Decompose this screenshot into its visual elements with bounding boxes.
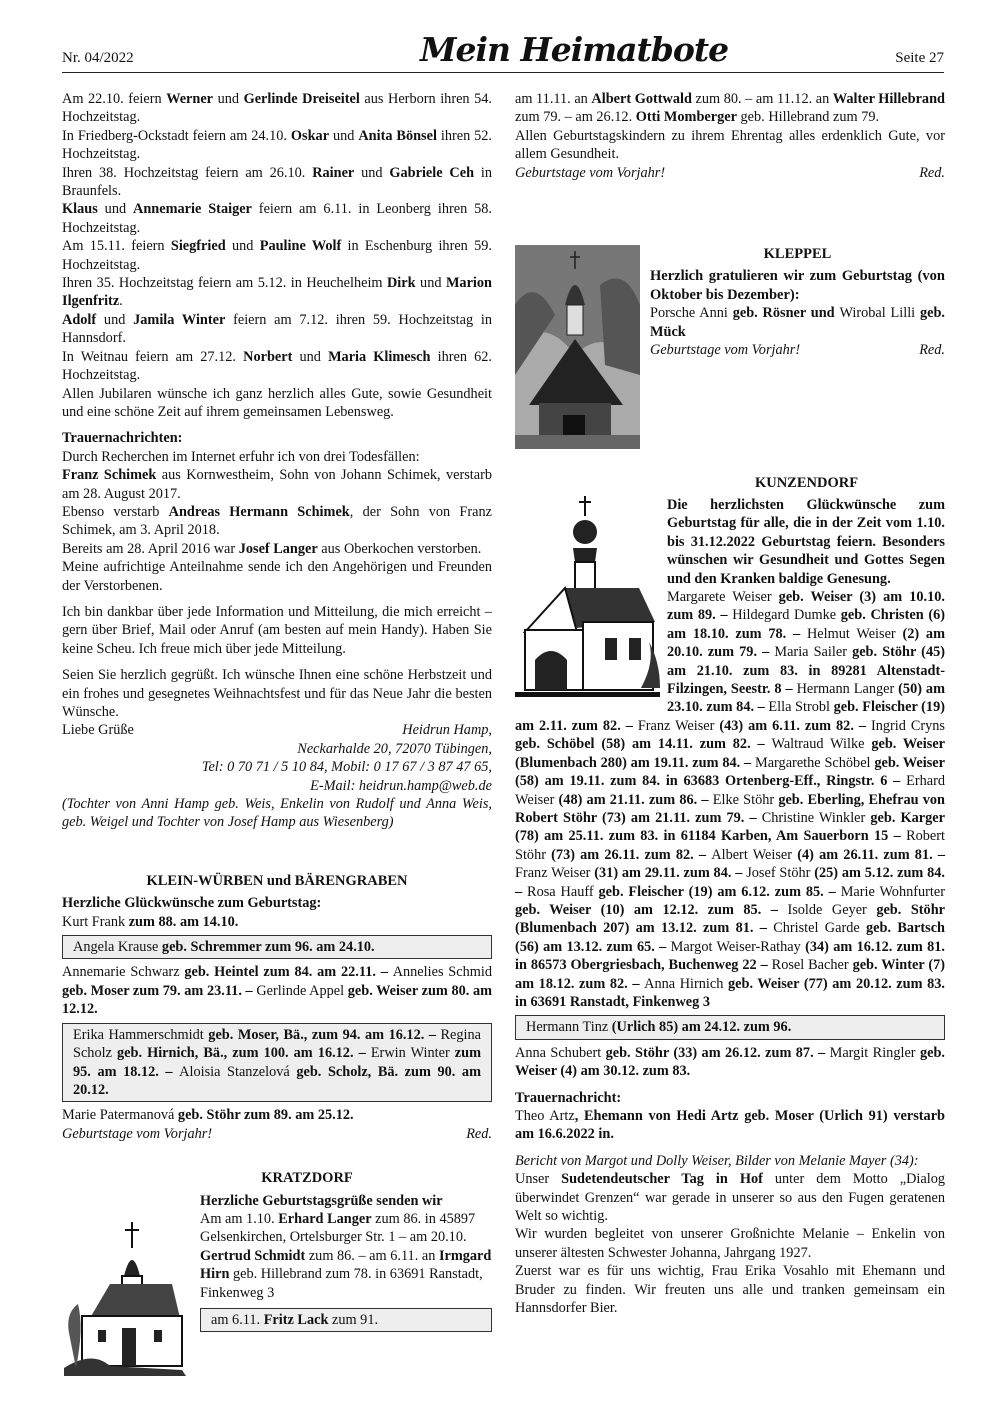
kleppel-church-photo [515,245,640,449]
person-name: geb. Weiser (58) am 19.11. zum 84. in 63683 Ortenberg-Eff., Ringstr. 6 – [515,754,945,790]
person-name: Marion Ilgenfritz [62,275,492,310]
person-name: Pauline Wolf [259,238,342,255]
signature-address: Neckarhalde 20, 72070 Tübingen, [297,740,492,757]
person-name: (31) am 29.11. zum 84. – [590,865,747,882]
person-name: geb. Rösner und [727,305,840,322]
person-name: geb. Schöbel (58) am 14.11. zum 82. – [515,736,772,753]
person-name: Gerlinde Dreiseitel [243,91,360,107]
person-name: geb. Stöhr (45) am 21.10. zum 83. in 89281 Altenstadt-Filzingen, Seestr. 8 – [667,644,946,698]
page-number: Seite 27 [895,50,944,66]
kleppel-section [650,245,945,359]
person-name: Otti Momberger [635,109,737,126]
top-text: am 11.11. an Albert Gottwald zum 80. – am 11.12. an Walter Hillebrand zum 79. – am 26.12. Otti Momberger geb. Hillebrand zum 79. [515,91,945,126]
liebe-gruesse: Liebe Grüße [62,722,134,739]
bericht-2: Wir wurden begleitet von unserer Großnichte Melanie – Enkelin von unserer ältesten Schwester Johanna, Jahrgang 1927. [515,1226,945,1261]
person-name: Walter Hillebrand [832,91,945,107]
anniv-item: Ihren 35. Hochzeitstag feiern am 5.12. in Heuchelheim Dirk und Marion Ilgenfritz. [62,275,492,310]
issue-number: Nr. 04/2022 [62,50,134,66]
person-name: Irmgard Hirn [200,1247,492,1283]
person-name: Franz Schimek [62,467,157,484]
person-name: Siegfried [170,238,226,255]
kr-intro: Herzliche Geburtstagsgrüße senden wir [200,1192,443,1209]
person-name: (Urlich 85) am 24.12. zum 96. [608,1019,792,1036]
kw-intro: Herzliche Glückwünsche zum Geburtstag: [62,895,322,912]
kw-box-entry: Erika Hammerschmidt geb. Moser, Bä., zum 94. am 16.12. – Regina Scholz geb. Hirnich, Bä., zum 100. am 16.12. – Erwin Winter zum 95. am 18.12. – Aloisia Stanzelová geb. Scholz, Bä. zum 90. am 20.12. [73,1026,481,1098]
section-title-kratzdorf: KRATZDORF [261,1170,353,1187]
person-name: (73) am 26.11. zum 82. – [545,846,712,863]
person-name: Oskar [290,127,330,144]
ku-list: Margarete Weiser geb. Weiser (3) am 10.10. zum 89. – Hildegard Dumke geb. Christen (6) am 18.10. zum 78. – Helmut Weiser (2) am 20.10. zum 79. – Maria Sailer geb. Stöhr (45) am 21.10. zum 83. in 89281 Altenstadt-Filzingen, Seestr. 8 – Hermann Langer (50) am 23.10. zum 84. – Ella Strobl geb. Fleischer (19) am 2.11. zum 82. – Franz Weiser (43) am 6.11. zum 82. – Ingrid Cryns geb. Schöbel (58) am 14.11. zum 82. – Waltraud Wilke geb. Weiser (Blumenbach 280) am 19.11. zum 84. – Margarethe Schöbel geb. Weiser (58) am 19.11. zum 84. in 63683 Ortenberg-Eff., Ringstr. 6 – Erhard Weiser (48) am 21.11. zum 86. – Elke Stöhr geb. Eberling, Ehefrau von Robert Stöhr (73) am 21.11. zum 79. – Christine Winkler geb. Karger (78) am 25.11. zum 83. in 61184 Karben, Am Sauerborn 15 – Robert Stöhr (73) am 26.11. zum 82. – Albert Weiser (4) am 26.11. zum 81. – Franz Weiser (31) am 29.11. zum 84. – Josef Stöhr (25) am 5.12. zum 84. – Rosa Hauff geb. Fleischer (19) am 6.12. zum 85. – Marie Wohnfurter geb. Weiser (10) am 12.12. zum 85. – Isolde Geyer geb. Stöhr (Blumenbach 207) am 13.12. zum 81. – Christel Garde geb. Bartsch (56) am 13.12. zum 65. – Margot Weiser-Rathay (34) am 16.12. zum 81. in 86573 Obergriesbach, Buchenweg 22 – Rosel Bacher geb. Winter (7) am 18.12. zum 82. – Anna Hirnich geb. Weiser (77) am 20.12. zum 83. in 63691 Ranstadt, Finkenweg 3 [515,589,946,1010]
top-wish: Allen Geburtstagskindern zu ihrem Ehrentag alles erdenklich Gute, vor allem Gesundheit. [515,127,945,163]
signature-phone: Tel: 0 70 71 / 5 10 84, Mobil: 0 17 67 / 3 87 47 65, [201,759,492,776]
person-name: (4) am 26.11. zum 81. – [792,846,945,863]
kw-entry: Kurt Frank zum 88. am 14.10. [62,913,239,930]
person-name: geb. Heintel zum 84. am 22.11. – [179,964,393,981]
bericht-3: Zuerst war es für uns wichtig, Frau Erika Vosahlo mit Ehemann und Bruder zu finden. Wir freuten uns alle und tranken gemeinsam ein Hannsdorfer Bier. [515,1263,945,1317]
person-name: geb. Bartsch (56) am 13.12. zum 65. – [515,920,946,955]
person-name: Gabriele Ceh [389,164,475,181]
person-name: (34) am 16.12. zum 81. in 86573 Obergriesbach, Buchenweg 22 – [515,938,945,974]
anniv-item: Am 22.10. feiern Werner und Gerlinde Dreiseitel aus Herborn ihren 54. Hochzeitstag. [62,91,492,126]
dank-paragraph: Ich bin dankbar über jede Information und Mitteilung, die mich erreicht – gern über Brief, Mail oder Anruf (am besten auf mein Handy). Haben Sie keine Scheu. Ich freue mich über jede Mitteilung. [62,603,492,657]
ku-box-entry: Hermann Tinz (Urlich 85) am 24.12. zum 96. [526,1019,792,1036]
person-name: geb. Schremmer zum 96. am 24.10. [158,939,375,956]
kunzendorf-heading [668,474,945,492]
person-name: (25) am 5.12. zum 84. – [515,865,945,900]
person-name: geb. Mück [650,305,945,340]
highlight-box [62,935,492,959]
signature-email[interactable]: E-Mail: heidrun.hamp@web.de [310,777,492,794]
header-rule [62,72,944,73]
person-name: Rainer [312,164,355,181]
person-name: Fritz Lack [263,1311,329,1328]
kratzdorf-church-image [62,1218,190,1376]
person-name: (43) am 6.11. zum 82. – [714,717,871,734]
kl-note: Geburtstage vom Vorjahr! [650,342,801,359]
trauer-item: Franz Schimek aus Kornwestheim, Sohn von Johann Schimek, verstarb am 28. August 2017. [62,467,492,502]
highlight-box [200,1308,492,1332]
kw-note: Geburtstage vom Vorjahr! [62,1125,213,1142]
person-name: geb. Winter (7) am 18.12. zum 82. – [515,957,945,992]
anniv-closing: Allen Jubilaren wünsche ich ganz herzlich alles Gute, sowie Gesundheit und eine schöne Zeit auf ihrem gemeinsamen Lebensweg. [62,385,492,420]
trauer-item: Bereits am 28. April 2016 war Josef Langer aus Oberkochen verstorben. [62,540,482,557]
person-name: Norbert [243,348,293,365]
trauer-heading: Trauernachrichten: [62,430,183,447]
gruss-paragraph: Seien Sie herzlich gegrüßt. Ich wünsche Ihnen eine schöne Herbstzeit und ein frohes und gesegnetes Weihnachtsfest und für das Neue Jahr die besten Wünsche. [62,667,492,720]
person-name: geb. Weiser (3) am 10.10. zum 89. – [667,589,945,624]
person-name: Dirk [386,275,416,292]
person-name: Annemarie Staiger [133,201,252,218]
trauer-intro: Durch Recherchen im Internet erfuhr ich von drei Todesfällen: [62,448,420,465]
person-name: geb. Stöhr (33) am 26.12. zum 87. – [601,1044,830,1061]
anniv-item: In Friedberg-Ockstadt feiern am 24.10. Oskar und Anita Bönsel ihren 52. Hochzeitstag. [62,127,493,163]
person-name: Adolf [62,311,97,328]
anniversary-list [62,90,492,385]
anniv-item: Am 15.11. feiern Siegfried und Pauline Wolf in Eschenburg ihren 59. Hochzeitstag. [62,238,492,273]
person-name: (2) am 20.10. zum 79. – [667,625,945,661]
person-name: geb. Fleischer (19) am 6.12. zum 85. – [593,883,841,900]
person-name: Josef Langer [238,540,318,557]
person-name: geb. Weiser (10) am 12.12. zum 85. – [515,901,788,918]
highlight-box [515,1015,945,1039]
person-name: geb. Moser, Bä., zum 94. am 16.12. – [203,1026,441,1043]
person-name: (48) am 21.11. zum 86. – [554,791,713,808]
person-name: geb. Christen (6) am 18.10. zum 78. – [667,607,945,642]
person-name: Werner [166,91,214,107]
page-header [0,0,1000,80]
person-name: geb. Hirnich, Bä., zum 100. am 16.12. – [111,1045,371,1062]
bericht-note: Bericht von Margot und Dolly Weiser, Bilder von Melanie Mayer (34): [515,1152,919,1169]
person-name: geb. Stöhr (Blumenbach 207) am 13.12. zum 81. – [515,901,945,937]
anniv-item: Ihren 38. Hochzeitstag feiern am 26.10. Rainer und Gabriele Ceh in Braunfels. [62,164,492,200]
kl-red: Red. [919,342,945,359]
person-name: geb. Weiser (77) am 20.12. zum 83. in 63691 Ranstadt, Finkenweg 3 [515,975,945,1010]
section-title-kleppel: KLEPPEL [763,246,832,262]
person-name: geb. Moser zum 79. am 23.11. – [62,982,257,999]
person-name: Andreas Hermann Schimek [168,503,350,520]
person-name: (50) am 23.10. zum 84. – [667,681,945,716]
person-name: Erhard Langer [278,1210,372,1227]
section-title-klein-wuerben: KLEIN-WÜRBEN und BÄRENGRABEN [146,872,408,889]
kw-red: Red. [466,1125,492,1142]
person-name: geb. Eberling, Ehefrau von Robert Stöhr (73) am 21.11. zum 79. – [515,791,945,826]
trauer-item: Ebenso verstarb Andreas Hermann Schimek, der Sohn von Franz Schimek, am 3. April 2018. [62,503,492,539]
person-name: Jamila Winter [133,311,226,328]
highlight-box [62,1023,492,1103]
person-name: Maria Klimesch [328,348,431,365]
left-column [62,90,492,1336]
kw-box-entry: Angela Krause geb. Schremmer zum 96. am 24.10. [73,939,375,956]
person-name: zum 88. am 14.10. [125,913,239,930]
kr-text: Am am 1.10. Erhard Langer zum 86. in 45897 Gelsenkirchen, Ortelsburger Str. 1 – am 20.10. Gertrud Schmidt zum 86. – am 6.11. an Irmgard Hirn geb. Hillebrand zum 78. in 63691 Ranstadt, Finkenweg 3 [200,1210,492,1301]
signature-note: (Tochter von Anni Hamp geb. Weis, Enkelin von Rudolf und Anna Weis, geb. Weigel und Tochter von Josef Hamp aus Wiesenberg) [62,796,492,831]
signature-name: Heidrun Hamp, [402,722,492,739]
ku-intro: Die herzlichsten Glückwünsche zum Geburtstag für alle, die in der Zeit vom 1.10. bis 31.12.2022 Geburtstag feiern. Besonders wünschen wir Gesundheit und Gottes Segen und den Kranken baldige Genesung. [667,497,945,587]
kw-entry: Marie Patermanová geb. Stöhr zum 89. am 25.12. [62,1107,354,1124]
person-name: zum 95. am 18.12. – [73,1045,481,1080]
person-name: geb. Stöhr zum 89. am 25.12. [174,1107,354,1124]
person-name: geb. Weiser zum 80. am 12.12. [62,982,492,1018]
top-note: Geburtstage vom Vorjahr! [515,164,666,181]
top-red: Red. [919,164,945,181]
ku-trauer-heading: Trauernachricht: [515,1089,622,1106]
person-name: Klaus [62,201,98,218]
trauer-closing: Meine aufrichtige Anteilnahme sende ich den Angehörigen und Freunden der Verstorbenen. [62,559,492,594]
person-name: geb. Weiser (4) am 30.12. zum 83. [515,1044,945,1080]
person-name: Gertrud Schmidt [200,1247,306,1264]
anniv-item: Klaus und Annemarie Staiger feiern am 6.11. in Leonberg ihren 58. Hochzeitstag. [62,201,492,236]
bericht-1: Unser Sudetendeutscher Tag in Hof unter dem Motto „Dialog überwindet Grenzen“ war gerade in unserer so aus den Fugen geratenen Welt so wichtig. [515,1171,946,1225]
kw-entry: Annemarie Schwarz geb. Heintel zum 84. am 22.11. – Annelies Schmid geb. Moser zum 79. am 23.11. – Gerlinde Appel geb. Weiser zum 80. am 12.12. [62,964,492,1018]
kl-text: Porsche Anni geb. Rösner und Wirobal Lilli geb. Mück [650,305,945,340]
kunzendorf-section [515,496,945,1317]
right-column-top [515,90,945,182]
masthead-logo: Mein Heimatbote [420,30,729,69]
kl-intro: Herzlich gratulieren wir zum Geburtstag (von Oktober bis Dezember): [650,268,945,303]
person-name: geb. Scholz, Bä. zum 90. am 20.12. [73,1063,481,1098]
anniv-item: Adolf und Jamila Winter feiern am 7.12. ihren 59. Hochzeitstag in Hannsdorf. [62,311,493,347]
ku-trauer: Theo Artz, Ehemann von Hedi Artz geb. Moser (Urlich 91) verstarb am 16.6.2022 in. [515,1108,945,1143]
section-title-kunzendorf: KUNZENDORF [754,475,859,491]
person-name: geb. Fleischer (19) am 2.11. zum 82. – [515,699,945,734]
kr-box-entry: am 6.11. Fritz Lack zum 91. [211,1311,379,1328]
ku-after: Anna Schubert geb. Stöhr (33) am 26.12. zum 87. – Margit Ringler geb. Weiser (4) am 30.12. zum 83. [515,1044,945,1080]
anniv-item: In Weitnau feiern am 27.12. Norbert und Maria Klimesch ihren 62. Hochzeitstag. [62,348,492,384]
person-name: geb. Karger (78) am 25.11. zum 83. in 61184 Karben, Am Sauerborn 15 – [515,809,945,845]
person-name: geb. Weiser (Blumenbach 280) am 19.11. zum 84. – [515,736,946,771]
person-name: Anita Bönsel [358,127,437,144]
person-name: , Ehemann von Hedi Artz geb. Moser (Urlich 91) verstarb am 16.6.2022 in. [515,1108,945,1143]
person-name: Albert Gottwald [591,91,692,107]
person-name: Sudetendeutscher Tag in Hof [561,1171,763,1188]
